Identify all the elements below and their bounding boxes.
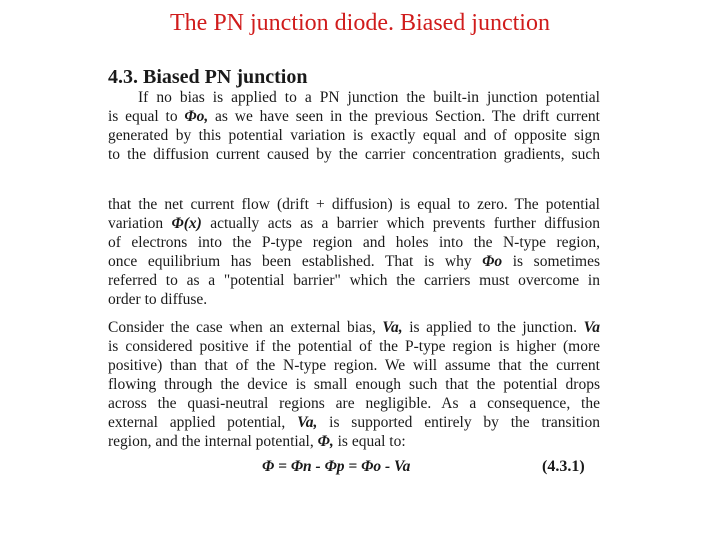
text-segment: is equal to [108, 108, 185, 125]
paragraph-2-line-1: that the net current flow (drift + diffusion) is equal to zero. The potential [108, 196, 600, 213]
va-symbol: Va, [297, 414, 318, 431]
equation: Φ = Φn - Φp = Φo - Va [262, 458, 411, 475]
text-segment: Consider the case when an external bias, [108, 319, 383, 336]
paragraph-2-line-2 [108, 214, 600, 233]
paragraph-1-line-2 [108, 107, 600, 126]
section-heading: 4.3. Biased PN junction [108, 66, 308, 88]
paragraph-3-line-5: across the quasi-neutral regions are negligible. As a consequence, the [108, 395, 600, 412]
text-segment: is equal to: [333, 433, 406, 450]
va-symbol: Va [583, 319, 600, 336]
paragraph-3-line-6 [108, 413, 600, 432]
paragraph-3-line-2: is considered positive if the potential of the P-type region is higher (more [108, 338, 600, 355]
text-segment: external applied potential, [108, 414, 298, 431]
text-segment: is applied to the junction. [402, 319, 584, 336]
text-segment: variation [108, 215, 172, 232]
paragraph-3-line-7 [108, 432, 600, 451]
paragraph-3-line-1 [108, 318, 600, 337]
paragraph-1-line-4: to the diffusion current caused by the carrier concentration gradients, such [108, 146, 600, 163]
va-symbol: Va, [382, 319, 403, 336]
paragraph-2-line-4 [108, 252, 600, 271]
paragraph-2 [108, 195, 600, 309]
text-segment: is sometimes [502, 253, 600, 270]
paragraph-2-line-3: of electrons into the P-type region and holes into the N-type region, [108, 234, 600, 251]
equation-number: (4.3.1) [542, 458, 585, 475]
phi-x-symbol: Φ(x) [171, 215, 202, 232]
paragraph-2-line-6: order to diffuse. [108, 291, 208, 308]
paragraph-1 [108, 88, 600, 164]
text-segment: once equilibrium has been established. That is why [108, 253, 483, 270]
text-segment: is supported entirely by the transition [317, 414, 600, 431]
paragraph-3-line-3: positive) than that of the N-type region. We will assume that the current [108, 357, 600, 374]
paragraph-2-line-5: referred to as a "potential barrier" which the carriers must overcome in [108, 272, 600, 289]
paragraph-1-line-3: generated by this potential variation is exactly equal and of opposite sign [108, 127, 600, 144]
slide-title: The PN junction diode. Biased junction [170, 10, 550, 36]
text-segment: as we have seen in the previous Section. The drift current [208, 108, 600, 125]
text-segment: actually acts as a barrier which prevents further diffusion [201, 215, 600, 232]
paragraph-1-line-1: If no bias is applied to a PN junction the built-in junction potential [138, 89, 600, 106]
phi-symbol: Φ, [317, 433, 334, 450]
paragraph-3 [108, 318, 600, 451]
paragraph-3-line-4: flowing through the device is small enough such that the potential drops [108, 376, 600, 393]
phi-o-symbol: Φo, [184, 108, 209, 125]
phi-o-symbol: Φo [482, 253, 503, 270]
text-segment: region, and the internal potential, [108, 433, 318, 450]
